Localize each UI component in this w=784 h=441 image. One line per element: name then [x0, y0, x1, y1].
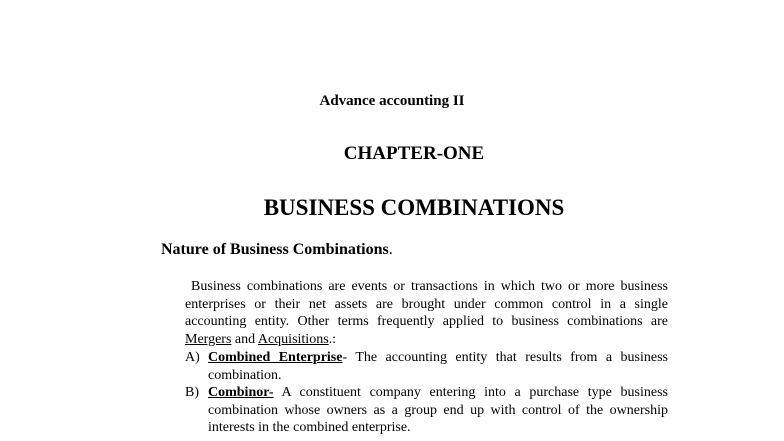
term-acquisitions: Acquisitions: [257, 331, 329, 347]
section-heading-label: Nature of Business Combinations: [161, 241, 389, 258]
chapter-title: CHAPTER-ONE: [343, 143, 485, 164]
list-marker: A): [185, 350, 200, 365]
term-mergers: Mergers: [185, 331, 232, 347]
course-title: Advance accounting II: [319, 93, 465, 109]
definition-body: [208, 384, 668, 437]
definition-text: - The accounting entity that results from a business combination.: [208, 350, 669, 383]
definition-item-combinor: [185, 384, 668, 437]
section-heading: [161, 241, 393, 259]
definitions-list: [185, 349, 668, 437]
main-title: BUSINESS COMBINATIONS: [263, 195, 565, 220]
intro-end: .:: [328, 331, 337, 347]
intro-paragraph: [185, 278, 668, 348]
intro-text: Business combinations are events or transactions in which two or more business enterprises or their net assets are brought under common control in a single accounting entity. Other terms frequently applied to business combinations are: [185, 279, 669, 329]
definition-term: Combinor-: [208, 385, 274, 400]
definition-body: [208, 349, 668, 384]
section-heading-period: .: [388, 241, 393, 258]
definition-term: Combined Enterprise: [208, 350, 343, 365]
definition-text: A constituent company entering into a purchase type business combination whose owners as a group end up with control of the ownership interests in the combined enterprise.: [208, 385, 668, 435]
intro-and: and: [231, 331, 258, 347]
list-marker: B): [185, 385, 199, 400]
definition-item-combined-enterprise: [185, 349, 668, 384]
